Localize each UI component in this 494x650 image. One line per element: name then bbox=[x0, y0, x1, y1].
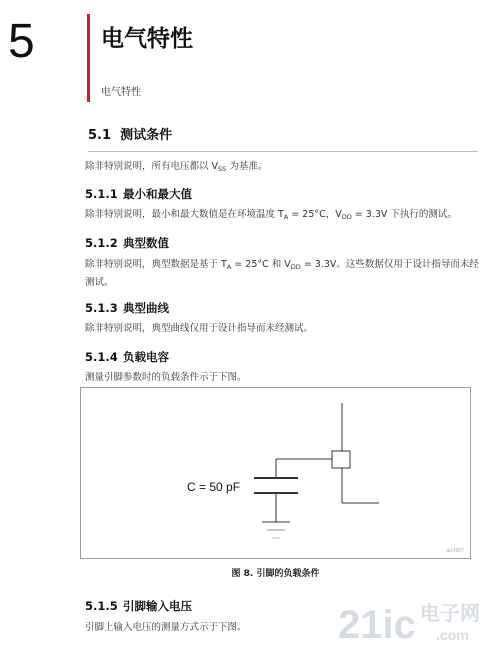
capacitance-label: C = 50 pF bbox=[187, 480, 241, 494]
watermark-main: 21ic bbox=[338, 603, 416, 646]
subsection-text-5-1-1: 除非特别说明，最小和最大数值是在环境温度 $T_A = 25^\circ C$，$V_{DD} = 3.3V$ 下执行的测试。 bbox=[85, 209, 457, 221]
load-circuit-diagram bbox=[81, 388, 470, 558]
section-number: 5.1 bbox=[88, 128, 112, 143]
watermark-cn: 电子网 bbox=[420, 601, 480, 625]
section-intro-text: 除非特别说明，所有电压都以 $V_{SS}$ 为基准。 bbox=[85, 161, 268, 173]
section-title: 测试条件 bbox=[120, 128, 173, 143]
site-watermark bbox=[336, 598, 494, 646]
subsection-title: 负载电容 bbox=[123, 350, 169, 364]
subsection-heading-5-1-1 bbox=[85, 186, 192, 202]
subsection-title: 引脚输入电压 bbox=[123, 599, 192, 613]
subsection-text-5-1-5: 引脚上输入电压的测量方式示于下图。 bbox=[85, 622, 247, 633]
watermark-logo bbox=[336, 598, 494, 646]
chapter-red-bar bbox=[87, 14, 90, 102]
figure-code: ai14907 bbox=[446, 548, 464, 554]
load-condition-figure bbox=[80, 387, 471, 559]
subsection-heading-5-1-2 bbox=[85, 235, 169, 251]
chapter-title: 电气特性 bbox=[101, 26, 193, 52]
section-heading bbox=[88, 127, 478, 152]
subsection-text-5-1-4: 测量引脚参数时的负载条件示于下图。 bbox=[85, 372, 247, 383]
watermark-sub: .com bbox=[436, 627, 469, 643]
subsection-number: 5.1.2 bbox=[85, 236, 118, 250]
figure-caption: 图 8. 引脚的负载条件 bbox=[231, 569, 320, 579]
subsection-title: 最小和最大值 bbox=[123, 187, 192, 201]
subsection-heading-5-1-3 bbox=[85, 300, 169, 316]
subsection-number: 5.1.4 bbox=[85, 350, 118, 364]
subsection-text-5-1-3: 除非特别说明，典型曲线仅用于设计指导而未经测试。 bbox=[85, 323, 314, 334]
chapter-number: 5 bbox=[8, 15, 35, 68]
chapter-running-head: 电气特性 bbox=[101, 87, 141, 98]
subsection-title: 典型数值 bbox=[123, 236, 169, 250]
subsection-heading-5-1-5 bbox=[85, 598, 192, 614]
subsection-heading-5-1-4 bbox=[85, 349, 169, 365]
pin-box bbox=[332, 451, 350, 468]
subsection-number: 5.1.5 bbox=[85, 599, 118, 613]
subsection-number: 5.1.3 bbox=[85, 301, 118, 315]
subsection-number: 5.1.1 bbox=[85, 187, 118, 201]
subsection-text-5-1-2: 除非特别说明，典型数据是基于 $T_A = 25^\circ C$ 和 $V_{DD} = 3.3V$。这些数据仅用于设计指导而未经测试。 bbox=[85, 259, 479, 288]
subsection-title: 典型曲线 bbox=[123, 301, 169, 315]
